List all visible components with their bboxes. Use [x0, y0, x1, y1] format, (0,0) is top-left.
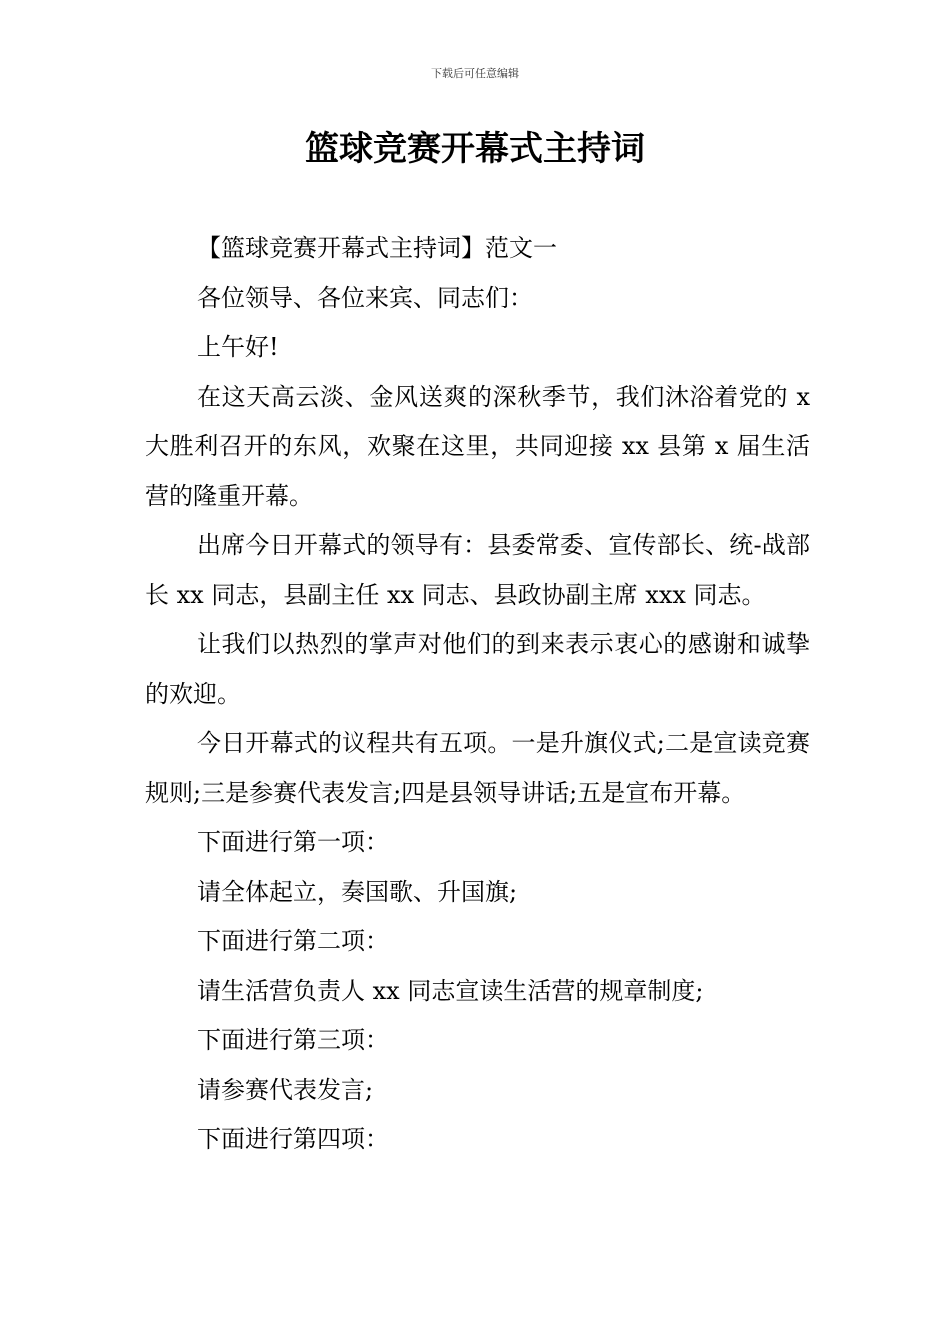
- paragraph-greeting: 上午好!: [197, 333, 279, 361]
- paragraph-item-one: 下面进行第一项：: [197, 828, 389, 856]
- paragraph-agenda: 今日开幕式的议程共有五项。一是升旗仪式;二是宣读竞赛规则;三是参赛代表发言;四是县领导讲话;五是宣布开幕。: [145, 729, 810, 807]
- paragraph-welcome: 让我们以热烈的掌声对他们的到来表示衷心的感谢和诚挚的欢迎。: [145, 630, 810, 708]
- paragraph-item-three: 下面进行第三项：: [197, 1026, 389, 1054]
- document-title: 篮球竞赛开幕式主持词: [305, 129, 645, 169]
- paragraph-rules: 请生活营负责人 xx 同志宣读生活营的规章制度;: [197, 976, 704, 1005]
- paragraph-salutation: 各位领导、各位来宾、同志们：: [197, 283, 533, 312]
- paragraph-item-four: 下面进行第四项：: [197, 1125, 389, 1153]
- document-body: [145, 224, 810, 1165]
- paragraph-speech: 请参赛代表发言;: [197, 1075, 374, 1104]
- paragraph-heading: 【篮球竞赛开幕式主持词】范文一: [197, 234, 557, 262]
- paragraph-attendees: 出席今日开幕式的领导有：县委常委、宣传部长、统-战部长 xx 同志，县副主任 xx 同志、县政协副主席 xxx 同志。: [145, 531, 810, 609]
- paragraph-item-two: 下面进行第二项：: [197, 927, 389, 955]
- header-note: 下载后可任意编辑: [431, 67, 519, 80]
- paragraph-anthem: 请全体起立，奏国歌、升国旗;: [197, 877, 518, 906]
- paragraph-opening: 在这天高云淡、金风送爽的深秋季节，我们沐浴着党的 x 大胜利召开的东风，欢聚在这里，共同迎接 xx 县第 x 届生活营的隆重开幕。: [145, 382, 810, 510]
